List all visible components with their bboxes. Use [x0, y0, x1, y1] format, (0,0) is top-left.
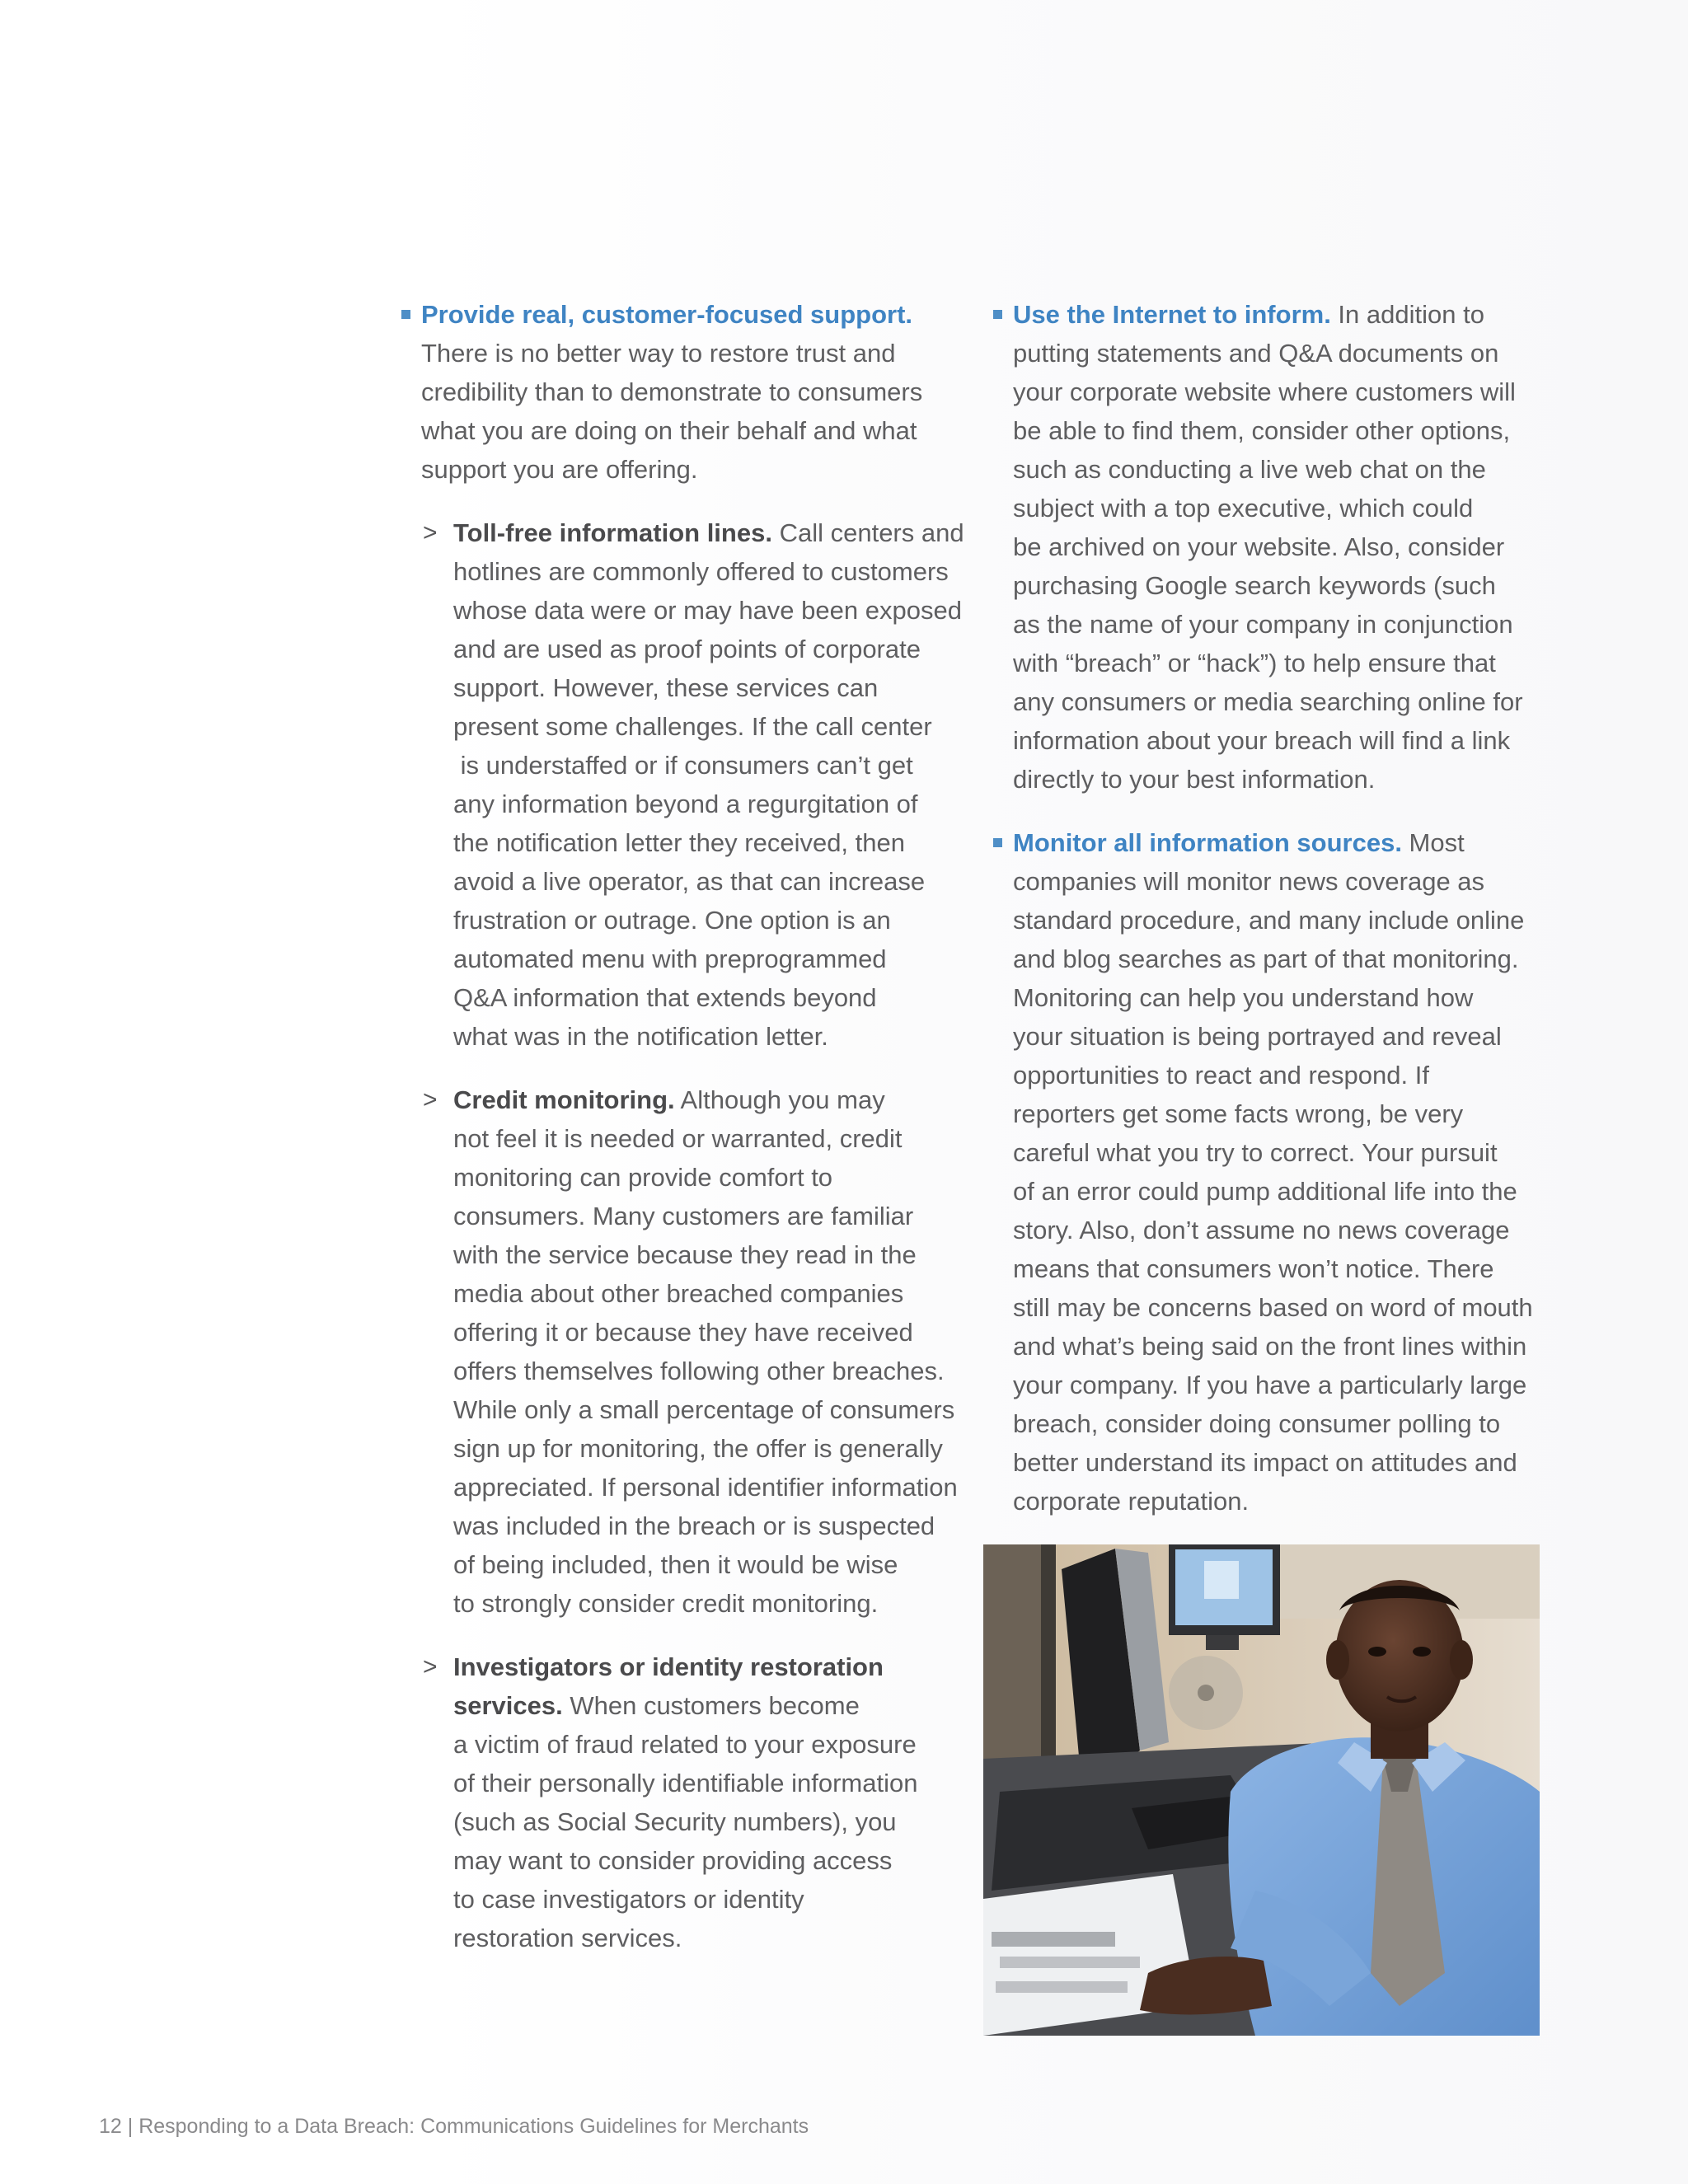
- text-line: of an error could pump additional life into the: [1013, 1177, 1517, 1206]
- sub-item-heading: Credit monitoring.: [453, 1085, 675, 1114]
- sub-item-toll-free-lines: [399, 513, 964, 1056]
- text-line: such as conducting a live web chat on the: [1013, 455, 1486, 484]
- sub-item-credit-monitoring: [399, 1080, 959, 1623]
- bullet-customer-support: [399, 295, 959, 489]
- text-line: reporters get some facts wrong, be very: [1013, 1099, 1464, 1128]
- text-line: not feel it is needed or warranted, credit: [453, 1124, 903, 1153]
- text-line: and what’s being said on the front lines within: [1013, 1332, 1527, 1361]
- text-line: whose data were or may have been exposed: [453, 596, 962, 625]
- text-line: automated menu with preprogrammed: [453, 944, 887, 973]
- text-line: be archived on your website. Also, consider: [1013, 532, 1505, 561]
- bullet-heading: Provide real, customer-focused support.: [421, 300, 913, 329]
- page-footer: 12 | Responding to a Data Breach: Communications Guidelines for Merchants: [99, 2115, 809, 2138]
- sub-item-heading-continued: services.: [453, 1691, 563, 1720]
- text-fragment: When customers become: [562, 1691, 860, 1720]
- text-line: of being included, then it would be wise: [453, 1550, 898, 1579]
- text-line: and are used as proof points of corporate: [453, 635, 921, 663]
- chevron-right-icon: >: [423, 1086, 438, 1113]
- text-fragment: Most: [1401, 828, 1465, 857]
- text-line: is understaffed or if consumers can’t get: [453, 751, 913, 780]
- text-line: and blog searches as part of that monitoring.: [1013, 944, 1519, 973]
- text-line: the notification letter they received, then: [453, 828, 905, 857]
- text-line: Q&A information that extends beyond: [453, 983, 877, 1012]
- bullet-square-icon: [401, 310, 410, 319]
- sub-item-investigators: [399, 1647, 959, 1957]
- text-line: monitoring can provide comfort to: [453, 1163, 833, 1192]
- office-worker-photo: [983, 1544, 1540, 2036]
- text-line: appreciated. If personal identifier information: [453, 1473, 958, 1502]
- text-line: directly to your best information.: [1013, 765, 1376, 794]
- text-line: with “breach” or “hack”) to help ensure that: [1013, 649, 1496, 677]
- text-line: any consumers or media searching online for: [1013, 687, 1523, 716]
- text-line: to case investigators or identity: [453, 1885, 804, 1914]
- text-line: opportunities to react and respond. If: [1013, 1061, 1429, 1090]
- bullet-square-icon: [993, 310, 1002, 319]
- sub-item-heading: Toll-free information lines.: [453, 518, 772, 547]
- text-line: story. Also, don’t assume no news coverage: [1013, 1216, 1510, 1244]
- text-line: consumers. Many customers are familiar: [453, 1202, 914, 1230]
- text-fragment: Although you may: [674, 1085, 885, 1114]
- text-line: avoid a live operator, as that can increase: [453, 867, 926, 896]
- text-line: better understand its impact on attitudes and: [1013, 1448, 1517, 1477]
- bullet-monitor-sources: [991, 823, 1551, 1521]
- text-line: corporate reputation.: [1013, 1487, 1250, 1516]
- text-line: offering it or because they have received: [453, 1318, 913, 1347]
- text-line: There is no better way to restore trust and: [421, 339, 896, 368]
- text-line: be able to find them, consider other options,: [1013, 416, 1511, 445]
- text-line: was included in the breach or is suspected: [453, 1511, 935, 1540]
- text-line: as the name of your company in conjunction: [1013, 610, 1513, 639]
- text-line: what was in the notification letter.: [453, 1022, 828, 1051]
- text-line: purchasing Google search keywords (such: [1013, 571, 1496, 600]
- text-line: support. However, these services can: [453, 673, 879, 702]
- text-line: to strongly consider credit monitoring.: [453, 1589, 879, 1618]
- text-line: support you are offering.: [421, 455, 698, 484]
- text-fragment: Call centers and: [771, 518, 964, 547]
- text-line: sign up for monitoring, the offer is generally: [453, 1434, 943, 1463]
- text-line: may want to consider providing access: [453, 1846, 893, 1875]
- text-line: still may be concerns based on word of mouth: [1013, 1293, 1533, 1322]
- text-line: your corporate website where customers will: [1013, 377, 1516, 406]
- bullet-use-internet: [991, 295, 1551, 799]
- bullet-heading: Use the Internet to inform.: [1013, 300, 1331, 329]
- text-line: While only a small percentage of consumers: [453, 1395, 955, 1424]
- text-line: your situation is being portrayed and reveal: [1013, 1022, 1502, 1051]
- text-line: Monitoring can help you understand how: [1013, 983, 1474, 1012]
- text-line: means that consumers won’t notice. There: [1013, 1254, 1494, 1283]
- text-line: companies will monitor news coverage as: [1013, 867, 1485, 896]
- left-column: [399, 295, 964, 1982]
- text-line: hotlines are commonly offered to customers: [453, 557, 949, 586]
- text-line: breach, consider doing consumer polling to: [1013, 1409, 1501, 1438]
- text-fragment: In addition to: [1330, 300, 1484, 329]
- text-line: any information beyond a regurgitation of: [453, 790, 918, 818]
- text-line: offers themselves following other breaches.: [453, 1357, 945, 1385]
- text-line: restoration services.: [453, 1924, 682, 1952]
- text-line: with the service because they read in the: [453, 1240, 917, 1269]
- text-line: (such as Social Security numbers), you: [453, 1807, 897, 1836]
- text-line: frustration or outrage. One option is an: [453, 906, 891, 935]
- text-line: your company. If you have a particularly large: [1013, 1371, 1527, 1399]
- text-line: media about other breached companies: [453, 1279, 904, 1308]
- text-line: a victim of fraud related to your exposure: [453, 1730, 917, 1759]
- text-line: credibility than to demonstrate to consumers: [421, 377, 923, 406]
- text-line: careful what you try to correct. Your pursuit: [1013, 1138, 1498, 1167]
- sub-item-heading: Investigators or identity restoration: [453, 1652, 884, 1681]
- chevron-right-icon: >: [423, 1653, 438, 1680]
- text-line: information about your breach will find a link: [1013, 726, 1511, 755]
- right-column: [991, 295, 1551, 1545]
- chevron-right-icon: >: [423, 519, 438, 546]
- text-line: subject with a top executive, which could: [1013, 494, 1474, 523]
- bullet-heading: Monitor all information sources.: [1013, 828, 1402, 857]
- text-line: of their personally identifiable information: [453, 1769, 918, 1797]
- text-line: present some challenges. If the call center: [453, 712, 932, 741]
- text-line: putting statements and Q&A documents on: [1013, 339, 1499, 368]
- bullet-square-icon: [993, 838, 1002, 847]
- text-line: standard procedure, and many include online: [1013, 906, 1525, 935]
- text-line: what you are doing on their behalf and what: [421, 416, 917, 445]
